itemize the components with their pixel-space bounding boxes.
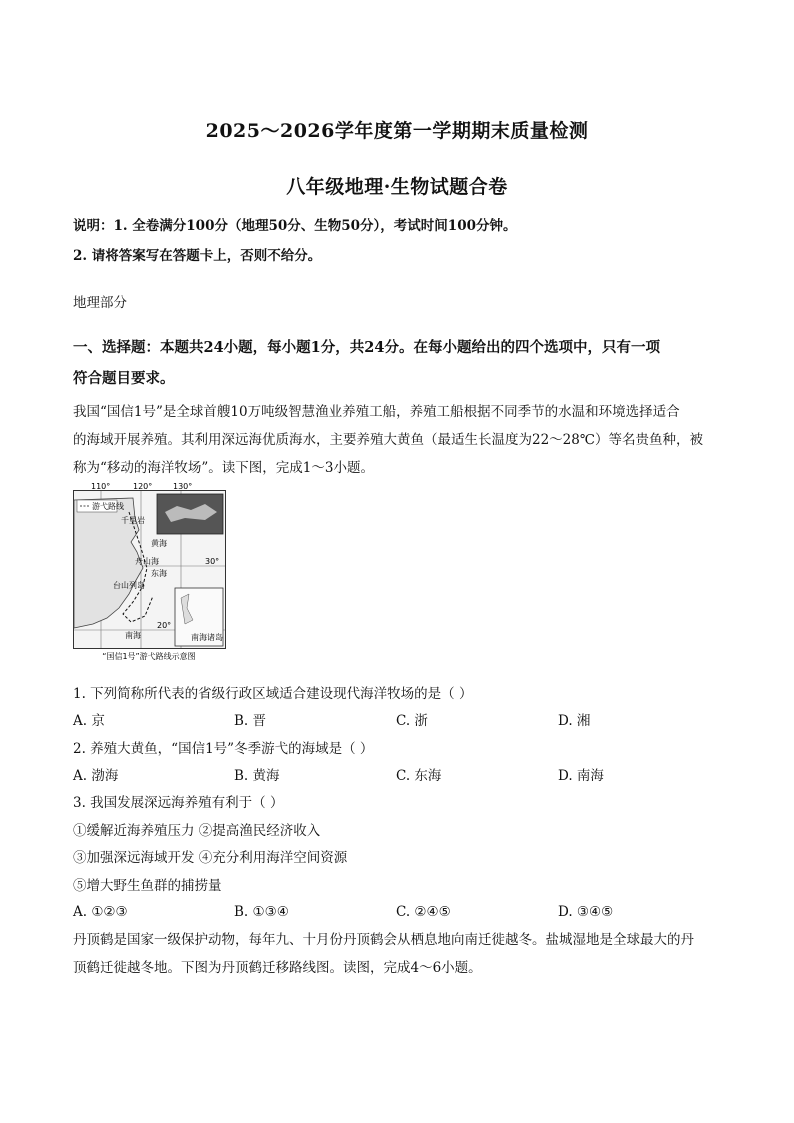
option-c[interactable]: C. ②④⑤ — [396, 904, 451, 920]
part1-heading-line2: 符合题目要求。 — [73, 370, 175, 387]
question-statement: ⑤增大野生鱼群的捕捞量 — [73, 878, 222, 894]
option-a[interactable]: A. 渤海 — [73, 768, 119, 784]
route-map-figure — [73, 482, 226, 662]
option-a[interactable]: A. 京 — [73, 713, 105, 729]
map-place-label: 南海诸岛 — [191, 633, 223, 642]
map-lon-label: 120° — [133, 482, 153, 491]
option-d[interactable]: D. ③④⑤ — [558, 904, 614, 920]
question-statement: ③加强深远海域开发 ④充分利用海洋空间资源 — [73, 850, 348, 866]
map-lon-label: 130° — [173, 482, 193, 491]
question-stem: 2. 养殖大黄鱼，“国信1号”冬季游弋的海域是（ ） — [73, 741, 374, 757]
map-place-label: 舟山海 — [135, 557, 159, 566]
option-d[interactable]: D. 南海 — [558, 768, 604, 784]
map-lat-label: 30° — [205, 557, 220, 566]
route-map — [73, 482, 226, 662]
option-c[interactable]: C. 浙 — [396, 713, 428, 729]
option-b[interactable]: B. ①③④ — [234, 904, 289, 920]
passage2-line: 顶鹤迁徙越冬地。下图为丹顶鹤迁移路线图。读图，完成4～6小题。 — [73, 960, 482, 976]
part1-heading-line1: 一、选择题：本题共24小题，每小题1分，共24分。在每小题给出的四个选项中，只有一项 — [73, 339, 660, 356]
option-b[interactable]: B. 黄海 — [234, 768, 280, 784]
question-options — [73, 902, 723, 922]
question-options — [73, 711, 723, 731]
passage2-line: 丹顶鹤是国家一级保护动物，每年九、十月份丹顶鹤会从栖息地向南迁徙越冬。盐城湿地是全球最大的丹 — [73, 932, 694, 948]
map-legend-label: 游弋路线 — [92, 502, 124, 511]
note-line-2: 2. 请将答案写在答题卡上，否则不给分。 — [73, 248, 322, 264]
option-d[interactable]: D. 湘 — [558, 713, 591, 729]
passage1-line: 称为“移动的海洋牧场”。读下图，完成1～3小题。 — [73, 460, 374, 476]
map-caption: “国信1号”游弋路线示意图 — [102, 652, 196, 661]
option-c[interactable]: C. 东海 — [396, 768, 442, 784]
option-b[interactable]: B. 晋 — [234, 713, 267, 729]
map-place-label: 南海 — [125, 631, 141, 640]
exam-title: 2025～2026学年度第一学期期末质量检测 — [205, 120, 589, 142]
question-stem: 3. 我国发展深远海养殖有利于（ ） — [73, 795, 284, 811]
map-lat-label: 20° — [157, 621, 172, 630]
map-place-label: 千里岩 — [121, 516, 145, 525]
map-place-label: 台山列岛 — [113, 581, 145, 590]
question-stem: 1. 下列简称所代表的省级行政区域适合建设现代海洋牧场的是（ ） — [73, 686, 473, 702]
map-place-label: 东海 — [151, 569, 167, 578]
note-line-1: 说明：1. 全卷满分100分（地理50分、生物50分），考试时间100分钟。 — [73, 218, 517, 234]
option-a[interactable]: A. ①②③ — [73, 904, 128, 920]
passage1-line: 我国“国信1号”是全球首艘10万吨级智慧渔业养殖工船，养殖工船根据不同季节的水温和环境选择适合 — [73, 404, 680, 420]
passage1-line: 的海域开展养殖。其利用深远海优质海水，主要养殖大黄鱼（最适生长温度为22～28℃）等名贵鱼种，被 — [73, 432, 703, 448]
question-options — [73, 766, 723, 786]
exam-subtitle: 八年级地理·生物试题合卷 — [286, 176, 508, 198]
question-statement: ①缓解近海养殖压力 ②提高渔民经济收入 — [73, 823, 321, 839]
map-place-label: 黄海 — [151, 539, 167, 548]
map-lon-label: 110° — [91, 482, 111, 491]
section-label: 地理部分 — [73, 295, 127, 311]
